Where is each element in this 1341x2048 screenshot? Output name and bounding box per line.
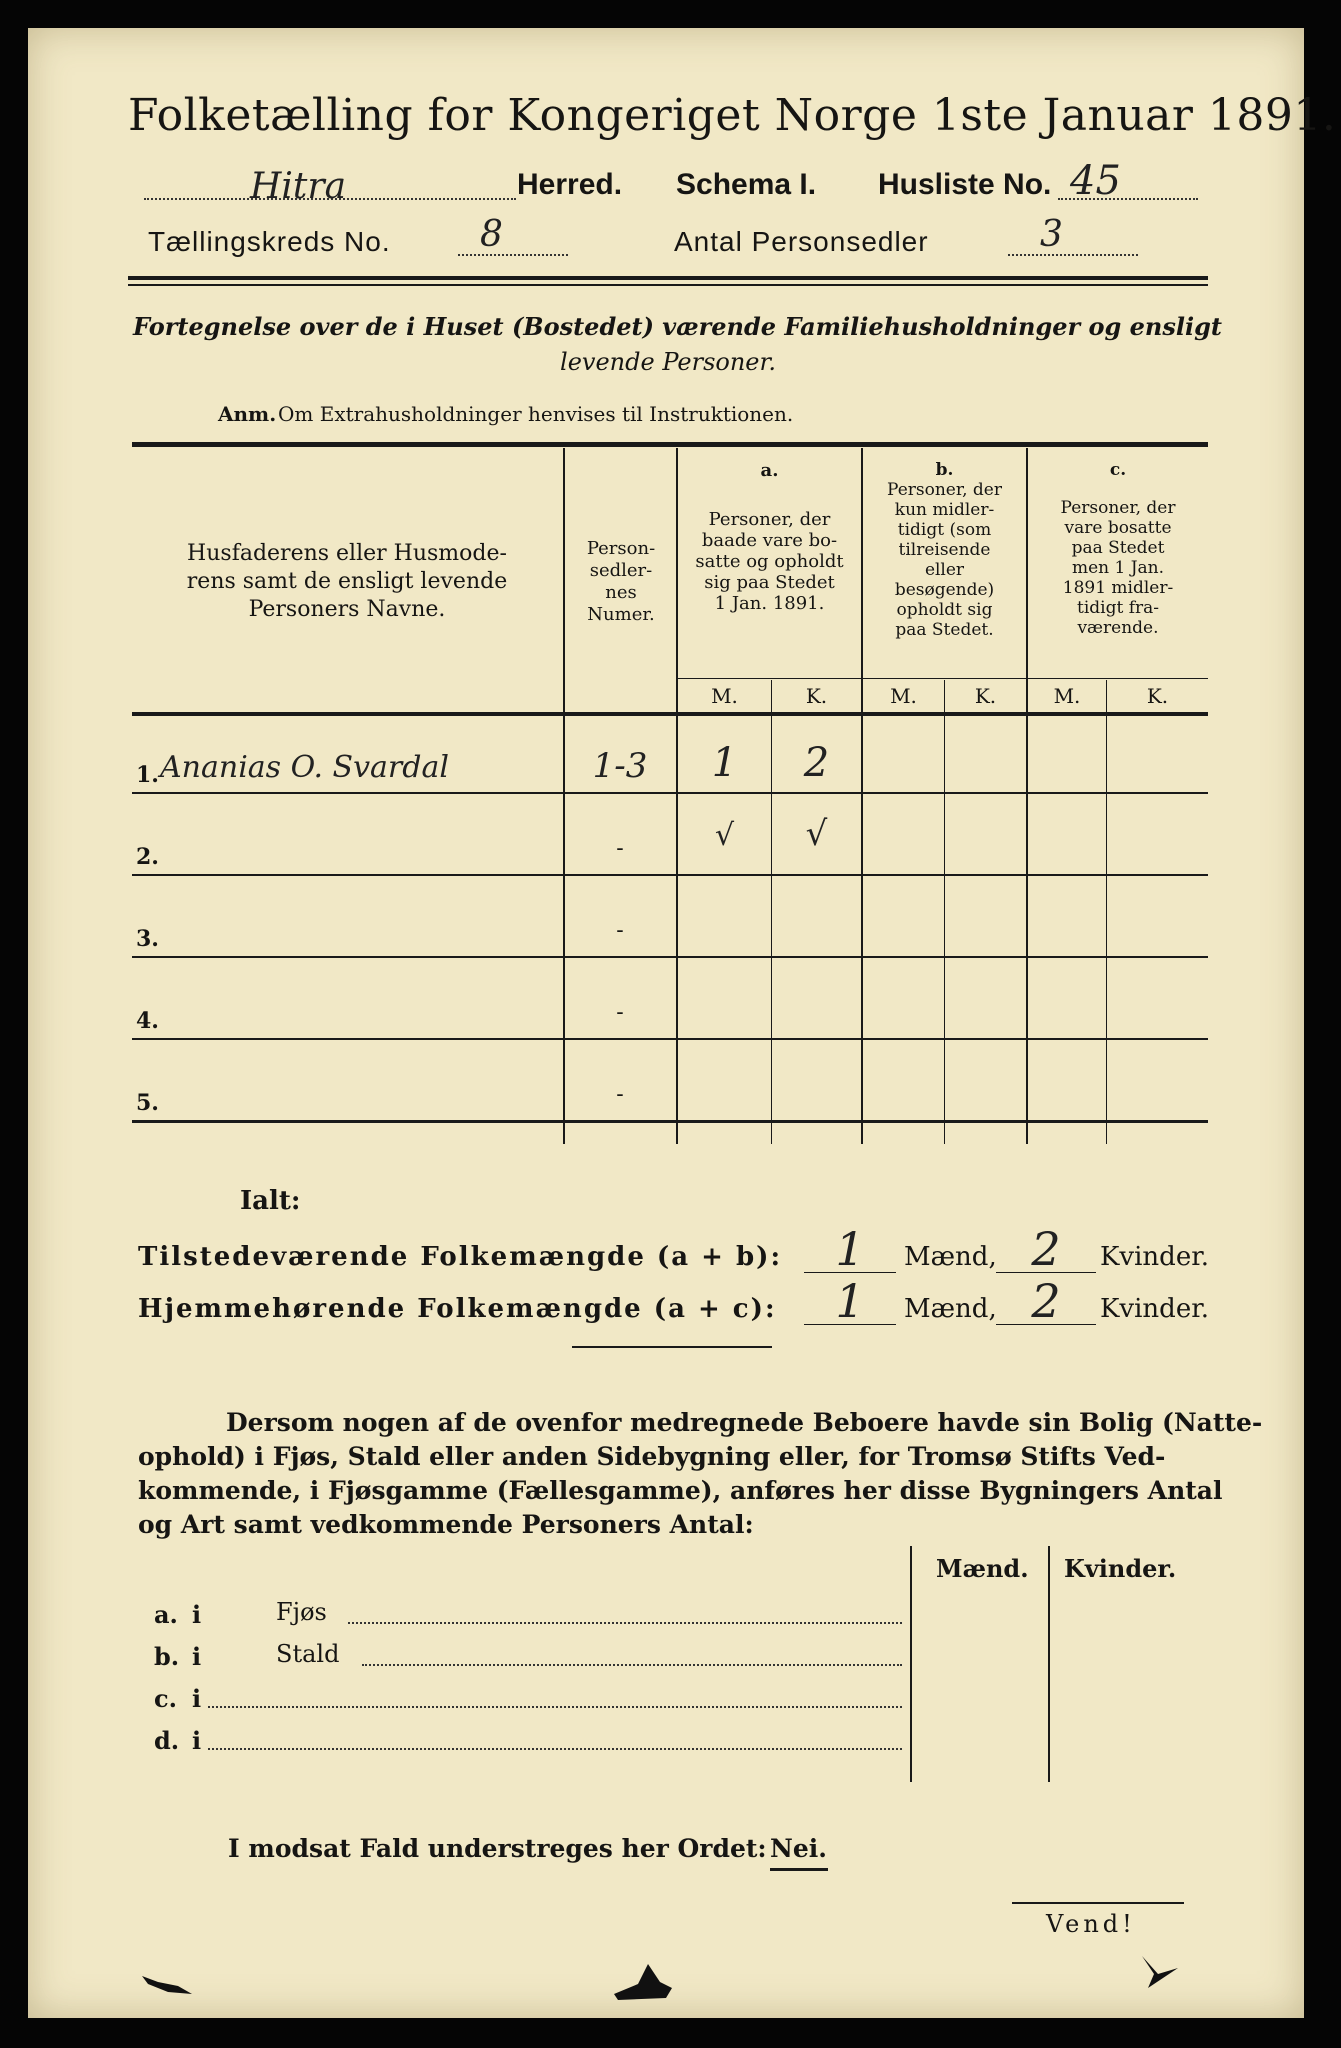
col-sep-c-mk — [1106, 680, 1107, 1144]
hjemme-m-value: 1 — [835, 1274, 865, 1328]
bolig-p2: ophold) i Fjøs, Stald eller anden Sidebygning eller, for Tromsø Stifts Ved- — [138, 1442, 1166, 1471]
intro-line1: Fortegnelse over de i Huset (Bostedet) værende Familiehusholdninger og ensligt — [133, 312, 1222, 341]
table-top-rule — [132, 442, 1208, 447]
bolig-c-i: i — [192, 1684, 202, 1713]
row-rule-2 — [132, 874, 1208, 876]
bolig-col-k: Kvinder. — [1064, 1554, 1177, 1583]
herred-handwritten: Hitra — [250, 166, 347, 207]
bolig-d-dots — [208, 1748, 902, 1750]
ialt-label: Ialt: — [240, 1186, 301, 1216]
ink-blot-icon — [608, 1958, 678, 2002]
row-no: 2. — [136, 844, 159, 870]
row-no: 5. — [136, 1090, 159, 1116]
tilstede-maend: Mænd, — [904, 1242, 997, 1272]
modsat-text: I modsat Fald understreges her Ordet: — [228, 1834, 767, 1863]
tilstede-kvinder: Kvinder. — [1100, 1242, 1210, 1272]
personsedler-label: Antal Personsedler — [674, 226, 929, 257]
header-num: Person- sedler- nes Numer. — [586, 538, 656, 625]
header-col-a: a. Personer, der baade vare bo- satte og opholdt sig paa Stedet 1 Jan. 1891. — [695, 460, 844, 614]
row-num: - — [616, 918, 624, 943]
bolig-d-i: i — [192, 1726, 202, 1755]
intro-line2: levende Personer. — [560, 348, 776, 376]
hjemme-maend: Mænd, — [904, 1294, 997, 1324]
bolig-b-i: i — [192, 1642, 202, 1671]
ink-mark-right-icon — [1136, 1952, 1186, 1992]
husliste-handwritten: 45 — [1070, 158, 1121, 204]
row-a-k: 2 — [803, 740, 830, 786]
header-rule — [128, 276, 1208, 280]
personsedler-dotline — [1008, 254, 1138, 256]
hjemme-label: Hjemmehørende Folkemængde (a + c): — [138, 1294, 777, 1324]
bolig-col-sep-1 — [910, 1546, 912, 1782]
row-rule-4 — [132, 1038, 1208, 1040]
herred-label: Herred. — [517, 168, 623, 201]
bolig-a-letter: a. — [154, 1600, 178, 1629]
header-col-c: c. Personer, der vare bosatte paa Stedet men 1 Jan. 1891 midler- tidigt fra- værende. — [1060, 460, 1176, 638]
header-col-b: b. Personer, der kun midler- tidigt (som tilreisende eller besøgende) opholdt sig paa Stedet. — [887, 460, 1002, 640]
nei-underline — [770, 1868, 828, 1871]
form-title: Folketælling for Kongeriget Norge 1ste Januar 1891. — [128, 90, 1337, 141]
row-a-m: √ — [714, 818, 735, 853]
bolig-a-dots — [348, 1622, 902, 1624]
c-k-label: K. — [1146, 684, 1169, 708]
bolig-col-sep-2 — [1048, 1546, 1050, 1782]
mk-rule — [677, 678, 1208, 679]
tilstede-k-value: 2 — [1031, 1222, 1061, 1276]
bolig-b-letter: b. — [154, 1642, 180, 1671]
row-no: 1. — [136, 762, 159, 788]
separator-rule — [572, 1346, 772, 1348]
a-m-label: M. — [711, 684, 738, 708]
kreds-handwritten: 8 — [480, 214, 503, 255]
bolig-c-dots — [208, 1706, 902, 1708]
row-rule-5 — [132, 1120, 1208, 1123]
header-rule-thin — [128, 284, 1208, 286]
anm-text: Om Extrahusholdninger henvises til Instruktionen. — [278, 402, 794, 426]
bolig-p3: kommende, i Fjøsgamme (Fællesgamme), anføres her disse Bygningers Antal — [138, 1476, 1223, 1505]
schema-label: Schema I. — [676, 168, 817, 201]
kreds-dotline — [458, 254, 568, 256]
hjemme-kvinder: Kvinder. — [1100, 1294, 1210, 1324]
row-num: - — [616, 1000, 624, 1025]
bolig-a-i: i — [192, 1600, 202, 1629]
census-form — [28, 28, 1337, 2018]
bolig-b-dots — [362, 1664, 902, 1666]
nei-word: Nei. — [770, 1834, 827, 1863]
b-m-label: M. — [890, 684, 917, 708]
husliste-label: Husliste No. — [878, 168, 1052, 201]
row-a-k: √ — [805, 814, 828, 854]
row-rule-1 — [132, 792, 1208, 794]
row-a-m: 1 — [711, 740, 738, 786]
table-header-bottom-rule — [132, 712, 1208, 716]
bolig-b-label: Stald — [276, 1640, 340, 1668]
hjemme-k-value: 2 — [1031, 1274, 1061, 1328]
row-num: - — [616, 1082, 624, 1107]
bolig-c-letter: c. — [154, 1684, 177, 1713]
vend-rule — [1012, 1902, 1184, 1904]
row-rule-3 — [132, 956, 1208, 958]
row-num: - — [616, 836, 624, 861]
b-k-label: K. — [974, 684, 997, 708]
header-names: Husfaderens eller Husmode- rens samt de ensligt levende Personers Navne. — [186, 541, 508, 622]
bolig-col-m: Mænd. — [936, 1554, 1029, 1583]
row-name: Ananias O. Svardal — [160, 750, 449, 785]
c-m-label: M. — [1053, 684, 1081, 708]
vend-text: Vend! — [1046, 1910, 1136, 1938]
col-sep-b-mk — [944, 680, 945, 1144]
row-num: 1-3 — [592, 746, 648, 786]
tilstede-label: Tilstedeværende Folkemængde (a + b): — [138, 1242, 783, 1272]
ink-mark-left-icon — [138, 1968, 198, 1998]
row-no: 4. — [136, 1008, 159, 1034]
anm-label: Anm. — [218, 402, 277, 426]
bolig-p1: Dersom nogen af de ovenfor medregnede Beboere havde sin Bolig (Natte- — [226, 1408, 1263, 1437]
a-k-label: K. — [805, 684, 828, 708]
bolig-a-label: Fjøs — [276, 1598, 327, 1626]
bolig-p4: og Art samt vedkommende Personers Antal: — [138, 1510, 754, 1539]
personsedler-handwritten: 3 — [1040, 214, 1063, 255]
kreds-label: Tællingskreds No. — [148, 226, 391, 257]
tilstede-m-value: 1 — [835, 1222, 865, 1276]
bolig-d-letter: d. — [154, 1726, 180, 1755]
row-no: 3. — [136, 926, 159, 952]
